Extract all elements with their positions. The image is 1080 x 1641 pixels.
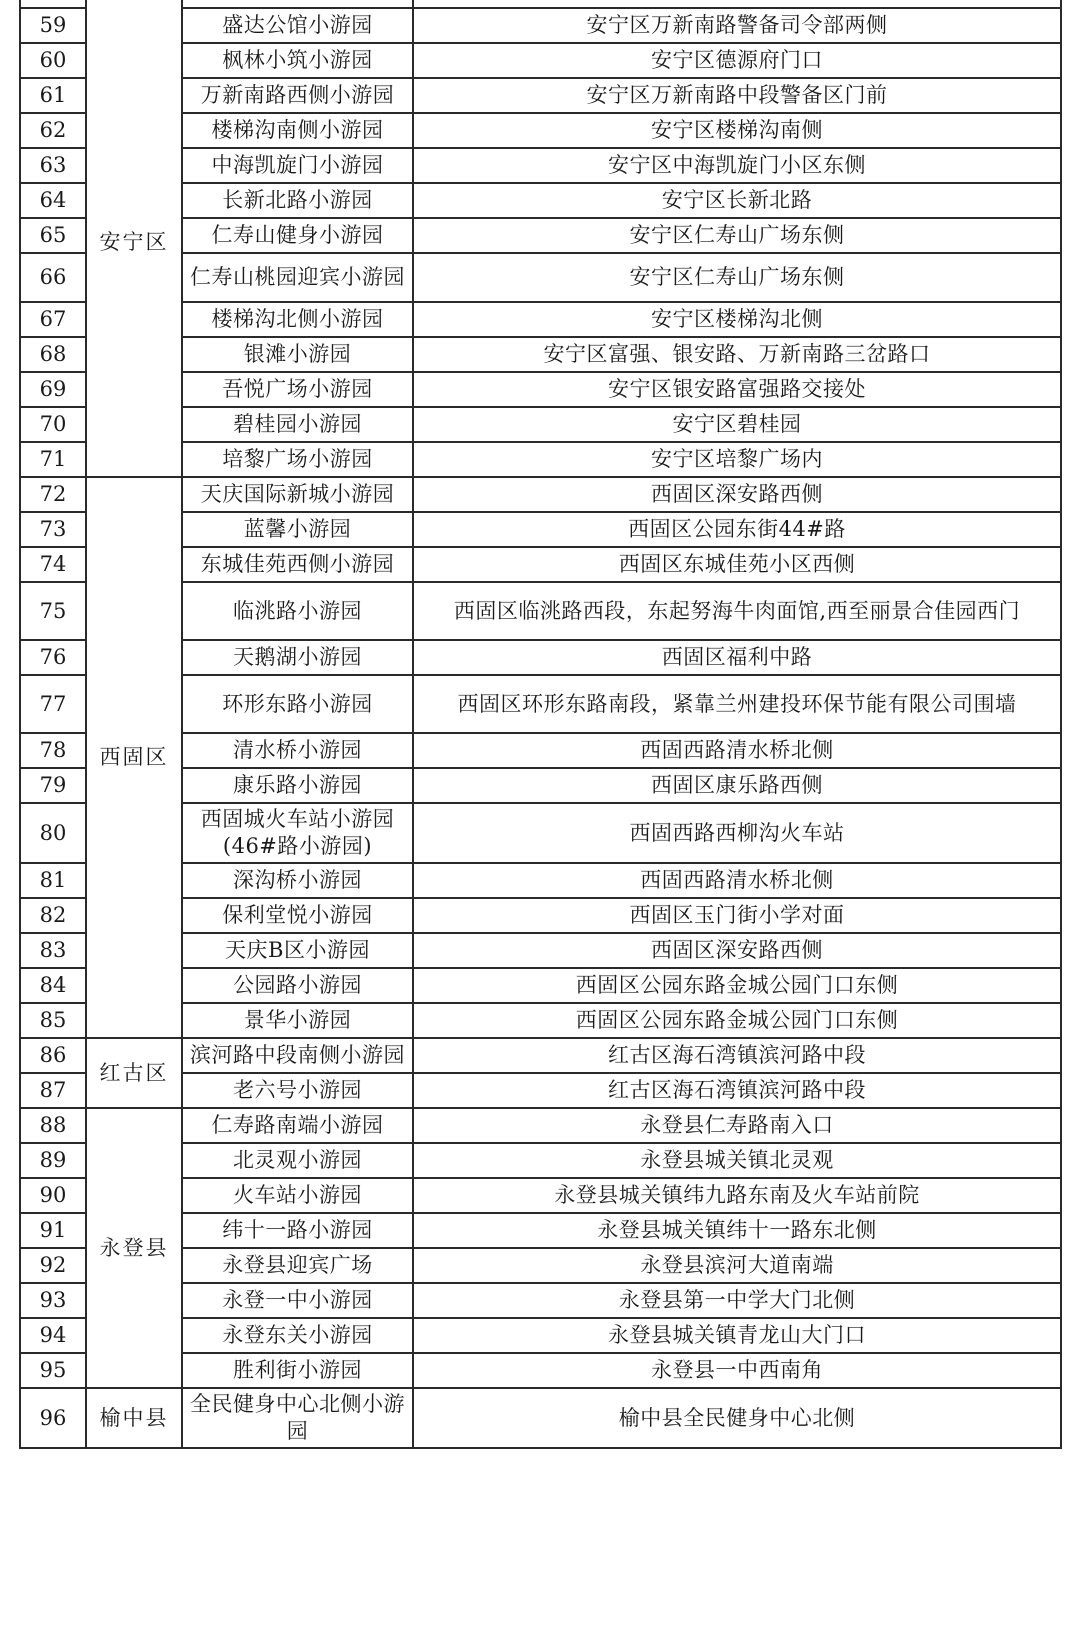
district-cell: 西固区 xyxy=(86,477,182,1038)
park-address: 西固区福利中路 xyxy=(413,640,1061,675)
park-address: 安宁区楼梯沟南侧 xyxy=(413,113,1061,148)
park-name: 天鹅湖小游园 xyxy=(182,640,413,675)
park-address: 榆中县全民健身中心北侧 xyxy=(413,1388,1061,1448)
park-address: 永登县仁寿路南入口 xyxy=(413,1108,1061,1143)
row-number: 79 xyxy=(20,768,86,803)
row-number: 71 xyxy=(20,442,86,477)
park-name: 楼梯沟南侧小游园 xyxy=(182,113,413,148)
table-row xyxy=(20,8,1061,43)
park-name: 公园路小游园 xyxy=(182,968,413,1003)
row-number: 93 xyxy=(20,1283,86,1318)
park-name: 盛达公馆小游园 xyxy=(182,8,413,43)
table-cell xyxy=(413,0,1061,8)
park-address: 西固区康乐路西侧 xyxy=(413,768,1061,803)
park-name: 天庆B区小游园 xyxy=(182,933,413,968)
park-address: 安宁区楼梯沟北侧 xyxy=(413,302,1061,337)
row-number: 59 xyxy=(20,8,86,43)
park-address: 永登县滨河大道南端 xyxy=(413,1248,1061,1283)
row-number: 72 xyxy=(20,477,86,512)
park-name: 银滩小游园 xyxy=(182,337,413,372)
row-number: 67 xyxy=(20,302,86,337)
row-number: 95 xyxy=(20,1353,86,1388)
park-name: 永登一中小游园 xyxy=(182,1283,413,1318)
park-address: 西固区环形东路南段，紧靠兰州建投环保节能有限公司围墙 xyxy=(413,675,1061,733)
row-number: 60 xyxy=(20,43,86,78)
table-cell xyxy=(182,0,413,8)
row-number: 66 xyxy=(20,253,86,302)
park-address: 安宁区中海凯旋门小区东侧 xyxy=(413,148,1061,183)
park-address: 红古区海石湾镇滨河路中段 xyxy=(413,1073,1061,1108)
table-row xyxy=(20,1108,1061,1143)
park-address: 西固西路清水桥北侧 xyxy=(413,863,1061,898)
park-name: 纬十一路小游园 xyxy=(182,1213,413,1248)
park-address: 永登县第一中学大门北侧 xyxy=(413,1283,1061,1318)
row-number: 91 xyxy=(20,1213,86,1248)
park-name-line-1: 西固城火车站小游园 xyxy=(200,807,395,831)
row-number: 81 xyxy=(20,863,86,898)
park-name: 仁寿山桃园迎宾小游园 xyxy=(182,253,413,302)
row-number: 74 xyxy=(20,547,86,582)
park-name: 永登东关小游园 xyxy=(182,1318,413,1353)
park-address: 安宁区仁寿山广场东侧 xyxy=(413,253,1061,302)
row-number: 62 xyxy=(20,113,86,148)
park-name: 景华小游园 xyxy=(182,1003,413,1038)
park-name: 碧桂园小游园 xyxy=(182,407,413,442)
table-row xyxy=(20,0,1061,8)
row-number: 83 xyxy=(20,933,86,968)
park-address: 西固区玉门街小学对面 xyxy=(413,898,1061,933)
table-cell xyxy=(20,0,86,8)
row-number: 69 xyxy=(20,372,86,407)
row-number: 65 xyxy=(20,218,86,253)
park-address: 安宁区万新南路警备司令部两侧 xyxy=(413,8,1061,43)
park-address: 西固区公园东街44#路 xyxy=(413,512,1061,547)
row-number: 75 xyxy=(20,582,86,640)
row-number: 85 xyxy=(20,1003,86,1038)
park-name: 临洮路小游园 xyxy=(182,582,413,640)
park-name: 仁寿路南端小游园 xyxy=(182,1108,413,1143)
row-number: 87 xyxy=(20,1073,86,1108)
table-row xyxy=(20,1038,1061,1073)
park-address: 安宁区富强、银安路、万新南路三岔路口 xyxy=(413,337,1061,372)
park-name-line-2: (46#路小游园) xyxy=(222,834,373,858)
park-address: 安宁区万新南路中段警备区门前 xyxy=(413,78,1061,113)
park-name: 保利堂悦小游园 xyxy=(182,898,413,933)
park-name: 楼梯沟北侧小游园 xyxy=(182,302,413,337)
district-cell: 安宁区 xyxy=(86,8,182,477)
park-name: 吾悦广场小游园 xyxy=(182,372,413,407)
park-name: 深沟桥小游园 xyxy=(182,863,413,898)
park-name: 火车站小游园 xyxy=(182,1178,413,1213)
row-number: 78 xyxy=(20,733,86,768)
park-address: 安宁区银安路富强路交接处 xyxy=(413,372,1061,407)
row-number: 76 xyxy=(20,640,86,675)
row-number: 77 xyxy=(20,675,86,733)
park-name xyxy=(182,803,413,863)
park-address: 西固区临洮路西段，东起努海牛肉面馆,西至丽景合佳园西门 xyxy=(413,582,1061,640)
park-list-table xyxy=(19,0,1062,1449)
row-number: 89 xyxy=(20,1143,86,1178)
park-address: 西固区公园东路金城公园门口东侧 xyxy=(413,968,1061,1003)
park-name-line-2: 园 xyxy=(286,1419,309,1443)
row-number: 88 xyxy=(20,1108,86,1143)
park-name: 东城佳苑西侧小游园 xyxy=(182,547,413,582)
park-address: 永登县城关镇青龙山大门口 xyxy=(413,1318,1061,1353)
table-row xyxy=(20,477,1061,512)
park-name: 仁寿山健身小游园 xyxy=(182,218,413,253)
park-address: 红古区海石湾镇滨河路中段 xyxy=(413,1038,1061,1073)
row-number: 82 xyxy=(20,898,86,933)
row-number: 90 xyxy=(20,1178,86,1213)
park-name: 胜利街小游园 xyxy=(182,1353,413,1388)
row-number: 64 xyxy=(20,183,86,218)
park-name: 北灵观小游园 xyxy=(182,1143,413,1178)
row-number: 68 xyxy=(20,337,86,372)
district-cell: 红古区 xyxy=(86,1038,182,1108)
park-address: 安宁区培黎广场内 xyxy=(413,442,1061,477)
park-address: 西固西路清水桥北侧 xyxy=(413,733,1061,768)
row-number: 92 xyxy=(20,1248,86,1283)
park-name: 康乐路小游园 xyxy=(182,768,413,803)
park-address: 安宁区德源府门口 xyxy=(413,43,1061,78)
row-number: 80 xyxy=(20,803,86,863)
park-address: 西固区东城佳苑小区西侧 xyxy=(413,547,1061,582)
park-address: 安宁区仁寿山广场东侧 xyxy=(413,218,1061,253)
park-name: 培黎广场小游园 xyxy=(182,442,413,477)
row-number: 96 xyxy=(20,1388,86,1448)
park-address: 西固区深安路西侧 xyxy=(413,477,1061,512)
document-page xyxy=(19,0,1060,1449)
row-number: 63 xyxy=(20,148,86,183)
park-name: 清水桥小游园 xyxy=(182,733,413,768)
park-name: 中海凯旋门小游园 xyxy=(182,148,413,183)
park-name: 环形东路小游园 xyxy=(182,675,413,733)
row-number: 70 xyxy=(20,407,86,442)
park-address: 安宁区长新北路 xyxy=(413,183,1061,218)
park-name: 天庆国际新城小游园 xyxy=(182,477,413,512)
table-row xyxy=(20,1388,1061,1448)
table-cell xyxy=(86,0,182,8)
park-address: 安宁区碧桂园 xyxy=(413,407,1061,442)
park-name: 蓝馨小游园 xyxy=(182,512,413,547)
park-name: 万新南路西侧小游园 xyxy=(182,78,413,113)
district-cell: 永登县 xyxy=(86,1108,182,1388)
park-name: 永登县迎宾广场 xyxy=(182,1248,413,1283)
park-address: 永登县城关镇北灵观 xyxy=(413,1143,1061,1178)
row-number: 94 xyxy=(20,1318,86,1353)
row-number: 84 xyxy=(20,968,86,1003)
park-name: 滨河路中段南侧小游园 xyxy=(182,1038,413,1073)
park-address: 西固区深安路西侧 xyxy=(413,933,1061,968)
park-address: 永登县城关镇纬九路东南及火车站前院 xyxy=(413,1178,1061,1213)
row-number: 73 xyxy=(20,512,86,547)
park-name: 枫林小筑小游园 xyxy=(182,43,413,78)
park-address: 永登县一中西南角 xyxy=(413,1353,1061,1388)
park-name: 老六号小游园 xyxy=(182,1073,413,1108)
park-address: 永登县城关镇纬十一路东北侧 xyxy=(413,1213,1061,1248)
park-name: 长新北路小游园 xyxy=(182,183,413,218)
district-cell: 榆中县 xyxy=(86,1388,182,1448)
park-name-line-1: 全民健身中心北侧小游 xyxy=(190,1392,405,1416)
park-address: 西固区公园东路金城公园门口东侧 xyxy=(413,1003,1061,1038)
park-name xyxy=(182,1388,413,1448)
row-number: 61 xyxy=(20,78,86,113)
park-address: 西固西路西柳沟火车站 xyxy=(413,803,1061,863)
row-number: 86 xyxy=(20,1038,86,1073)
